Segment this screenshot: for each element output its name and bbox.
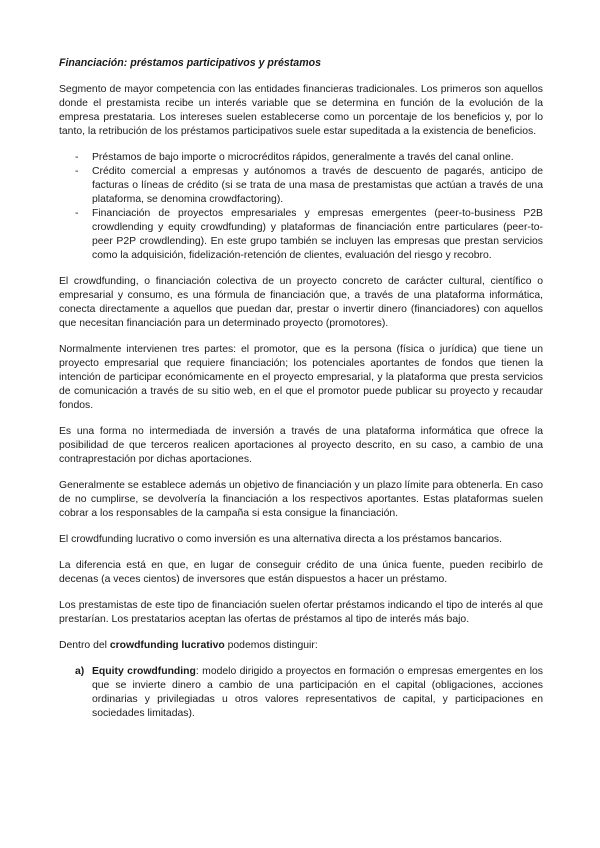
list-item [59,207,543,263]
list-item-text: Préstamos de bajo importe o microcréditos rápidos, generalmente a través del canal online. [92,152,514,163]
bold-term: crowdfunding lucrativo [109,640,225,651]
list-item-text: Crédito comercial a empresas y autónomos a través de descuento de pagarés, anticipo de facturas o líneas de crédito (si se trata de una masa de prestamistas que actúan a través de una plataforma, se denomina crowdfactoring). [92,166,543,205]
paragraph-participative-loans: Segmento de mayor competencia con las entidades financieras tradicionales. Los primeros son aquellos donde el prestamista recibe un interés variable que se determina en función de la evolución de la empresa prestataria. Los intereses suelen establecerse como un porcentaje de los beneficios y, por lo tanto, la retribución de los préstamos participativos suele estar supeditada a la existencia de beneficios. [59,84,543,137]
list-item-text: : modelo dirigido a proyectos en formación o empresas emergentes en los que se invierte dinero a cambio de una participación en el capital (obligaciones, acciones ordinarias y privilegiadas u otros valores representativos de capital, y participaciones en sociedades limitadas). [92,666,543,719]
dash-bullet-icon: - [75,166,79,177]
paragraph-lucrative-alternative: El crowdfunding lucrativo o como inversión es una alternativa directa a los préstamos bancarios. [59,534,502,545]
crowdfunding-types-list [59,665,543,721]
list-item-text: Financiación de proyectos empresariales y empresas emergentes (peer-to-business P2B crowdlending y equity crowdfunding) y plataformas de financiación entre particulares (peer-to-peer P2P crowdlending). En este grupo también se incluyen las empresas que prestan servicios como la adquisición, fidelización-retención de clientes, evaluación del riesgo y recobro. [92,208,543,261]
list-term: Equity crowdfunding [92,666,196,677]
section-heading: Financiación: préstamos participativos y préstamos [59,57,321,69]
dash-bullet-icon: - [75,208,79,219]
paragraph-funding-goal: Generalmente se establece además un objetivo de financiación y un plazo límite para obtenerla. En caso de no cumplirse, se devolvería la financiación a los respectivos aportantes. Estas plataformas suelen cobrar a los responsables de la campaña si esta consigue la financiación. [59,480,543,519]
loan-types-list [59,151,543,263]
text-before: Dentro del [59,640,110,651]
list-item [59,165,543,207]
list-item [59,665,543,721]
text-after: podemos distinguir: [224,640,318,651]
list-marker: a) [75,666,85,677]
paragraph-difference: La diferencia está en que, en lugar de conseguir crédito de una única fuente, pueden recibirlo de decenas (a veces cientos) de inversores que están dispuestos a hacer un préstamo. [59,560,543,585]
paragraph-non-intermediated: Es una forma no intermediada de inversión a través de una plataforma informática que ofrece la posibilidad de que terceros realicen aportaciones al proyecto descrito, en su caso, a cambio de una contraprestación por dichas aportaciones. [59,426,543,465]
paragraph-lenders: Los prestamistas de este tipo de financiación suelen ofertar préstamos indicando el tipo de interés al que prestarían. Los prestatarios aceptan las ofertas de préstamos al tipo de interés más bajo. [59,600,543,625]
paragraph-crowdfunding-definition: El crowdfunding, o financiación colectiva de un proyecto concreto de carácter cultural, científico o empresarial y consumo, es una fórmula de financiación que, a través de una plataforma informática, conecta directamente a aquellos que puedan dar, prestar o invertir dinero (financiadores) con aquellos que necesitan financiación para un determinado proyecto (promotores). [59,276,543,329]
paragraph-three-parties: Normalmente intervienen tres partes: el promotor, que es la persona (física o jurídica) que tiene un proyecto empresarial que requiere financiación; los potenciales aportantes de fondos que tienen la intención de participar económicamente en el proyecto empresarial, y la plataforma que presta servicios de comunicación a través de su sitio web, en el que el promotor puede publicar su proyecto y recaudar fondos. [59,344,543,411]
dash-bullet-icon: - [75,152,79,163]
list-item [59,151,543,165]
paragraph-distinguish [59,639,543,653]
document-page [59,56,543,721]
